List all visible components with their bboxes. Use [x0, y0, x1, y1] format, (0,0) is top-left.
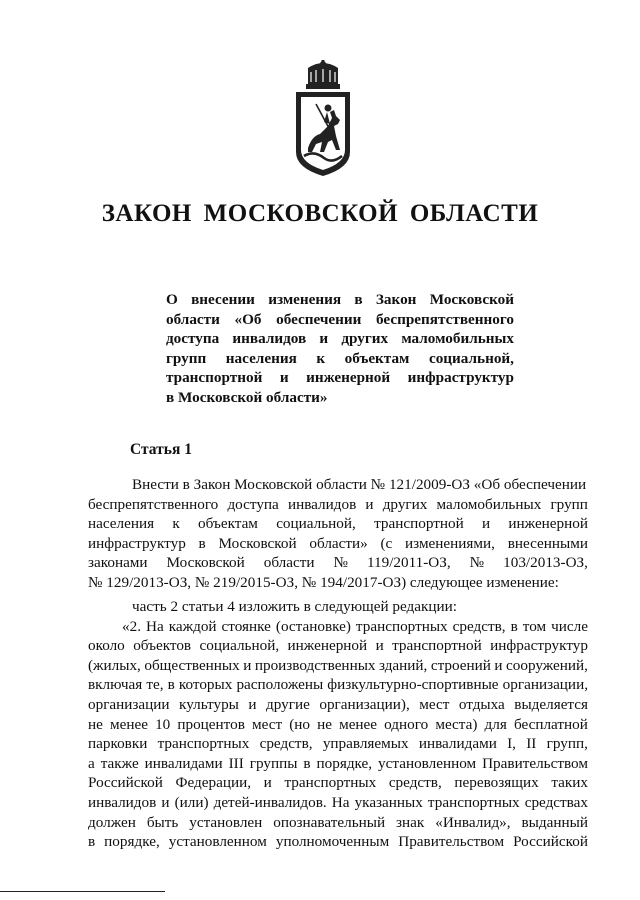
word: указанных: [354, 793, 423, 811]
word: том: [522, 617, 547, 635]
word: и: [243, 656, 252, 674]
word: доступа: [227, 495, 279, 513]
word: сооружений,: [506, 656, 588, 674]
word: и: [161, 793, 170, 811]
word: управляемых: [322, 735, 409, 753]
word: №: [333, 554, 348, 572]
subtitle-line: групп населения к объектам социальной,: [166, 349, 514, 367]
word: выделяется: [514, 695, 588, 713]
word: места): [435, 715, 478, 733]
word: парковки: [88, 735, 148, 753]
word: детей-инвалидов.: [213, 793, 327, 811]
paragraph-line: [88, 734, 588, 754]
word: транспортных: [157, 735, 250, 753]
word: Московской: [218, 534, 297, 552]
word: населения: [88, 515, 155, 533]
word: средств,: [259, 735, 313, 753]
word: а: [88, 754, 95, 772]
article-paragraph-2: [88, 597, 588, 852]
word: 119/2011-ОЗ,: [366, 554, 451, 572]
word: не: [317, 715, 332, 733]
word: транспортных: [427, 793, 520, 811]
word: (или): [174, 793, 209, 811]
word: стоянке: [221, 617, 271, 635]
paragraph-line: № 129/2013-ОЗ, № 219/2015-ОЗ, № 194/2017-ОЗ) следующее изменение:: [88, 573, 559, 591]
word: культуры: [179, 695, 239, 713]
word: каждой: [168, 617, 217, 635]
word: организации: [88, 695, 170, 713]
word: быть: [146, 813, 179, 831]
word: в: [167, 676, 175, 694]
paragraph-line: [88, 617, 588, 637]
word: инженерной: [287, 637, 368, 655]
document-title: ЗАКОН МОСКОВСКОЙ ОБЛАСТИ: [101, 200, 539, 227]
word: Правительством: [398, 833, 505, 851]
word: в: [510, 617, 518, 635]
word: общественных: [144, 656, 240, 674]
paragraph-line: [88, 793, 588, 813]
paragraph-intro: часть 2 статьи 4 изложить в следующей редакции:: [132, 598, 458, 615]
word: бесплатной: [513, 715, 588, 733]
word: установленном: [378, 754, 477, 772]
subtitle-line: области «Об обеспечении беспрепятственного: [166, 310, 514, 328]
paragraph-line: [88, 636, 588, 656]
word: не: [88, 715, 103, 733]
word: и: [365, 495, 374, 513]
subtitle-line: О внесении изменения в Закон Московской: [166, 291, 514, 308]
word: «Инвалид»,: [435, 813, 511, 831]
word: менее: [109, 715, 148, 733]
word: выданный: [521, 813, 588, 831]
word: средств,: [452, 617, 506, 635]
word: (с: [380, 534, 393, 552]
word: области: [263, 554, 315, 572]
word: установленном: [168, 833, 267, 851]
word: и: [263, 774, 272, 792]
subtitle-line: транспортной и инженерной инфраструктур: [166, 369, 514, 386]
paragraph-line: [88, 656, 588, 676]
word: включая: [88, 676, 143, 694]
word: групп,: [546, 735, 588, 753]
word: числе: [551, 617, 588, 635]
article-paragraph-1: [88, 475, 588, 593]
word: инвалидов: [287, 495, 357, 513]
paragraph-line: [88, 832, 588, 852]
word: и: [375, 637, 384, 655]
word: строений: [430, 656, 491, 674]
word: средств,: [388, 774, 442, 792]
word: социальной,: [276, 515, 356, 533]
word: Московской: [166, 554, 245, 572]
word: III: [228, 754, 244, 772]
paragraph-line: [88, 695, 588, 715]
word: физкультурно-спортивные: [327, 676, 499, 694]
word: №: [469, 554, 485, 572]
word: Российской: [513, 833, 588, 851]
word: инфраструктур: [88, 534, 186, 552]
word: отдыха: [458, 695, 505, 713]
word: 10: [155, 715, 171, 733]
word: для: [484, 715, 507, 733]
word: около: [88, 637, 125, 655]
word: производственных: [254, 656, 376, 674]
word: в: [88, 833, 96, 851]
word: транспортной: [374, 515, 464, 533]
word: (но: [289, 715, 310, 733]
word: инфраструктур: [490, 637, 588, 655]
word: опознавательный: [273, 813, 386, 831]
word: расположены: [236, 676, 324, 694]
word: мест: [251, 715, 283, 733]
subtitle-line: доступа инвалидов и других маломобильных: [166, 330, 514, 347]
word: I,: [507, 735, 516, 753]
word: установлен: [189, 813, 263, 831]
word: которых: [178, 676, 233, 694]
word: и: [494, 656, 503, 674]
word: перевозящих: [454, 774, 539, 792]
word: инвалидами: [144, 754, 223, 772]
word: те,: [146, 676, 164, 694]
word: также: [100, 754, 139, 772]
word: знак: [396, 813, 425, 831]
paragraph-line: [88, 534, 588, 554]
subtitle-line: в Московской области»: [166, 388, 328, 406]
word: таких: [551, 774, 588, 792]
word: в: [303, 754, 311, 772]
word: Правительством: [482, 754, 588, 772]
word: мест: [419, 695, 450, 713]
word: другие: [266, 695, 310, 713]
word: (жилых,: [88, 656, 141, 674]
word: 103/2013-ОЗ,: [503, 554, 588, 572]
word: в: [198, 534, 206, 552]
word: организации),: [319, 695, 410, 713]
word: зданий,: [378, 656, 428, 674]
word: порядке,: [104, 833, 160, 851]
word: (остановке): [275, 617, 351, 635]
word: и: [248, 695, 257, 713]
word: группы: [249, 754, 298, 772]
word: менее: [339, 715, 378, 733]
word: должен: [88, 813, 136, 831]
word: к: [172, 515, 180, 533]
word: II: [526, 735, 537, 753]
word: процентов: [177, 715, 245, 733]
word: «2.: [122, 617, 141, 635]
word: инвалидами: [418, 735, 497, 753]
word: Российской: [88, 774, 163, 792]
coat-of-arms-emblem: [294, 60, 352, 178]
word: На: [145, 617, 164, 635]
word: порядке,: [316, 754, 373, 772]
word: организации,: [502, 676, 588, 694]
word: внесенными: [507, 534, 588, 552]
word: инвалидов: [88, 793, 157, 811]
paragraph-line: [88, 495, 588, 515]
paragraph-line: Внести в Закон Московской области № 121/2009-ОЗ «Об обеспечении: [132, 476, 587, 493]
word: маломобильных: [436, 495, 542, 513]
word: уполномоченным: [275, 833, 390, 851]
word: средствах: [524, 793, 588, 811]
paragraph-line: [88, 514, 588, 534]
footnote-divider: [0, 891, 165, 892]
word: На: [331, 793, 350, 811]
word: законами: [88, 554, 148, 572]
word: объектам: [198, 515, 258, 533]
word: других: [382, 495, 428, 513]
word: беспрепятственного: [88, 495, 219, 513]
paragraph-line: [88, 715, 588, 735]
word: одного: [384, 715, 429, 733]
word: транспортных: [355, 617, 448, 635]
word: Федерации,: [175, 774, 252, 792]
word: социальной,: [199, 637, 280, 655]
word: объектов: [133, 637, 192, 655]
word: транспортных: [284, 774, 377, 792]
word: и: [481, 515, 491, 533]
article-heading: Статья 1: [130, 441, 192, 458]
word: групп: [550, 495, 588, 513]
word: транспортной: [392, 637, 482, 655]
word: инженерной: [508, 515, 588, 533]
paragraph-line: [88, 813, 588, 833]
paragraph-line: [88, 773, 588, 793]
paragraph-line: [88, 754, 588, 774]
word: области»: [309, 534, 368, 552]
paragraph-line: [88, 675, 588, 695]
law-subtitle: [166, 290, 514, 407]
word: изменениями,: [405, 534, 495, 552]
paragraph-line: [88, 553, 588, 573]
